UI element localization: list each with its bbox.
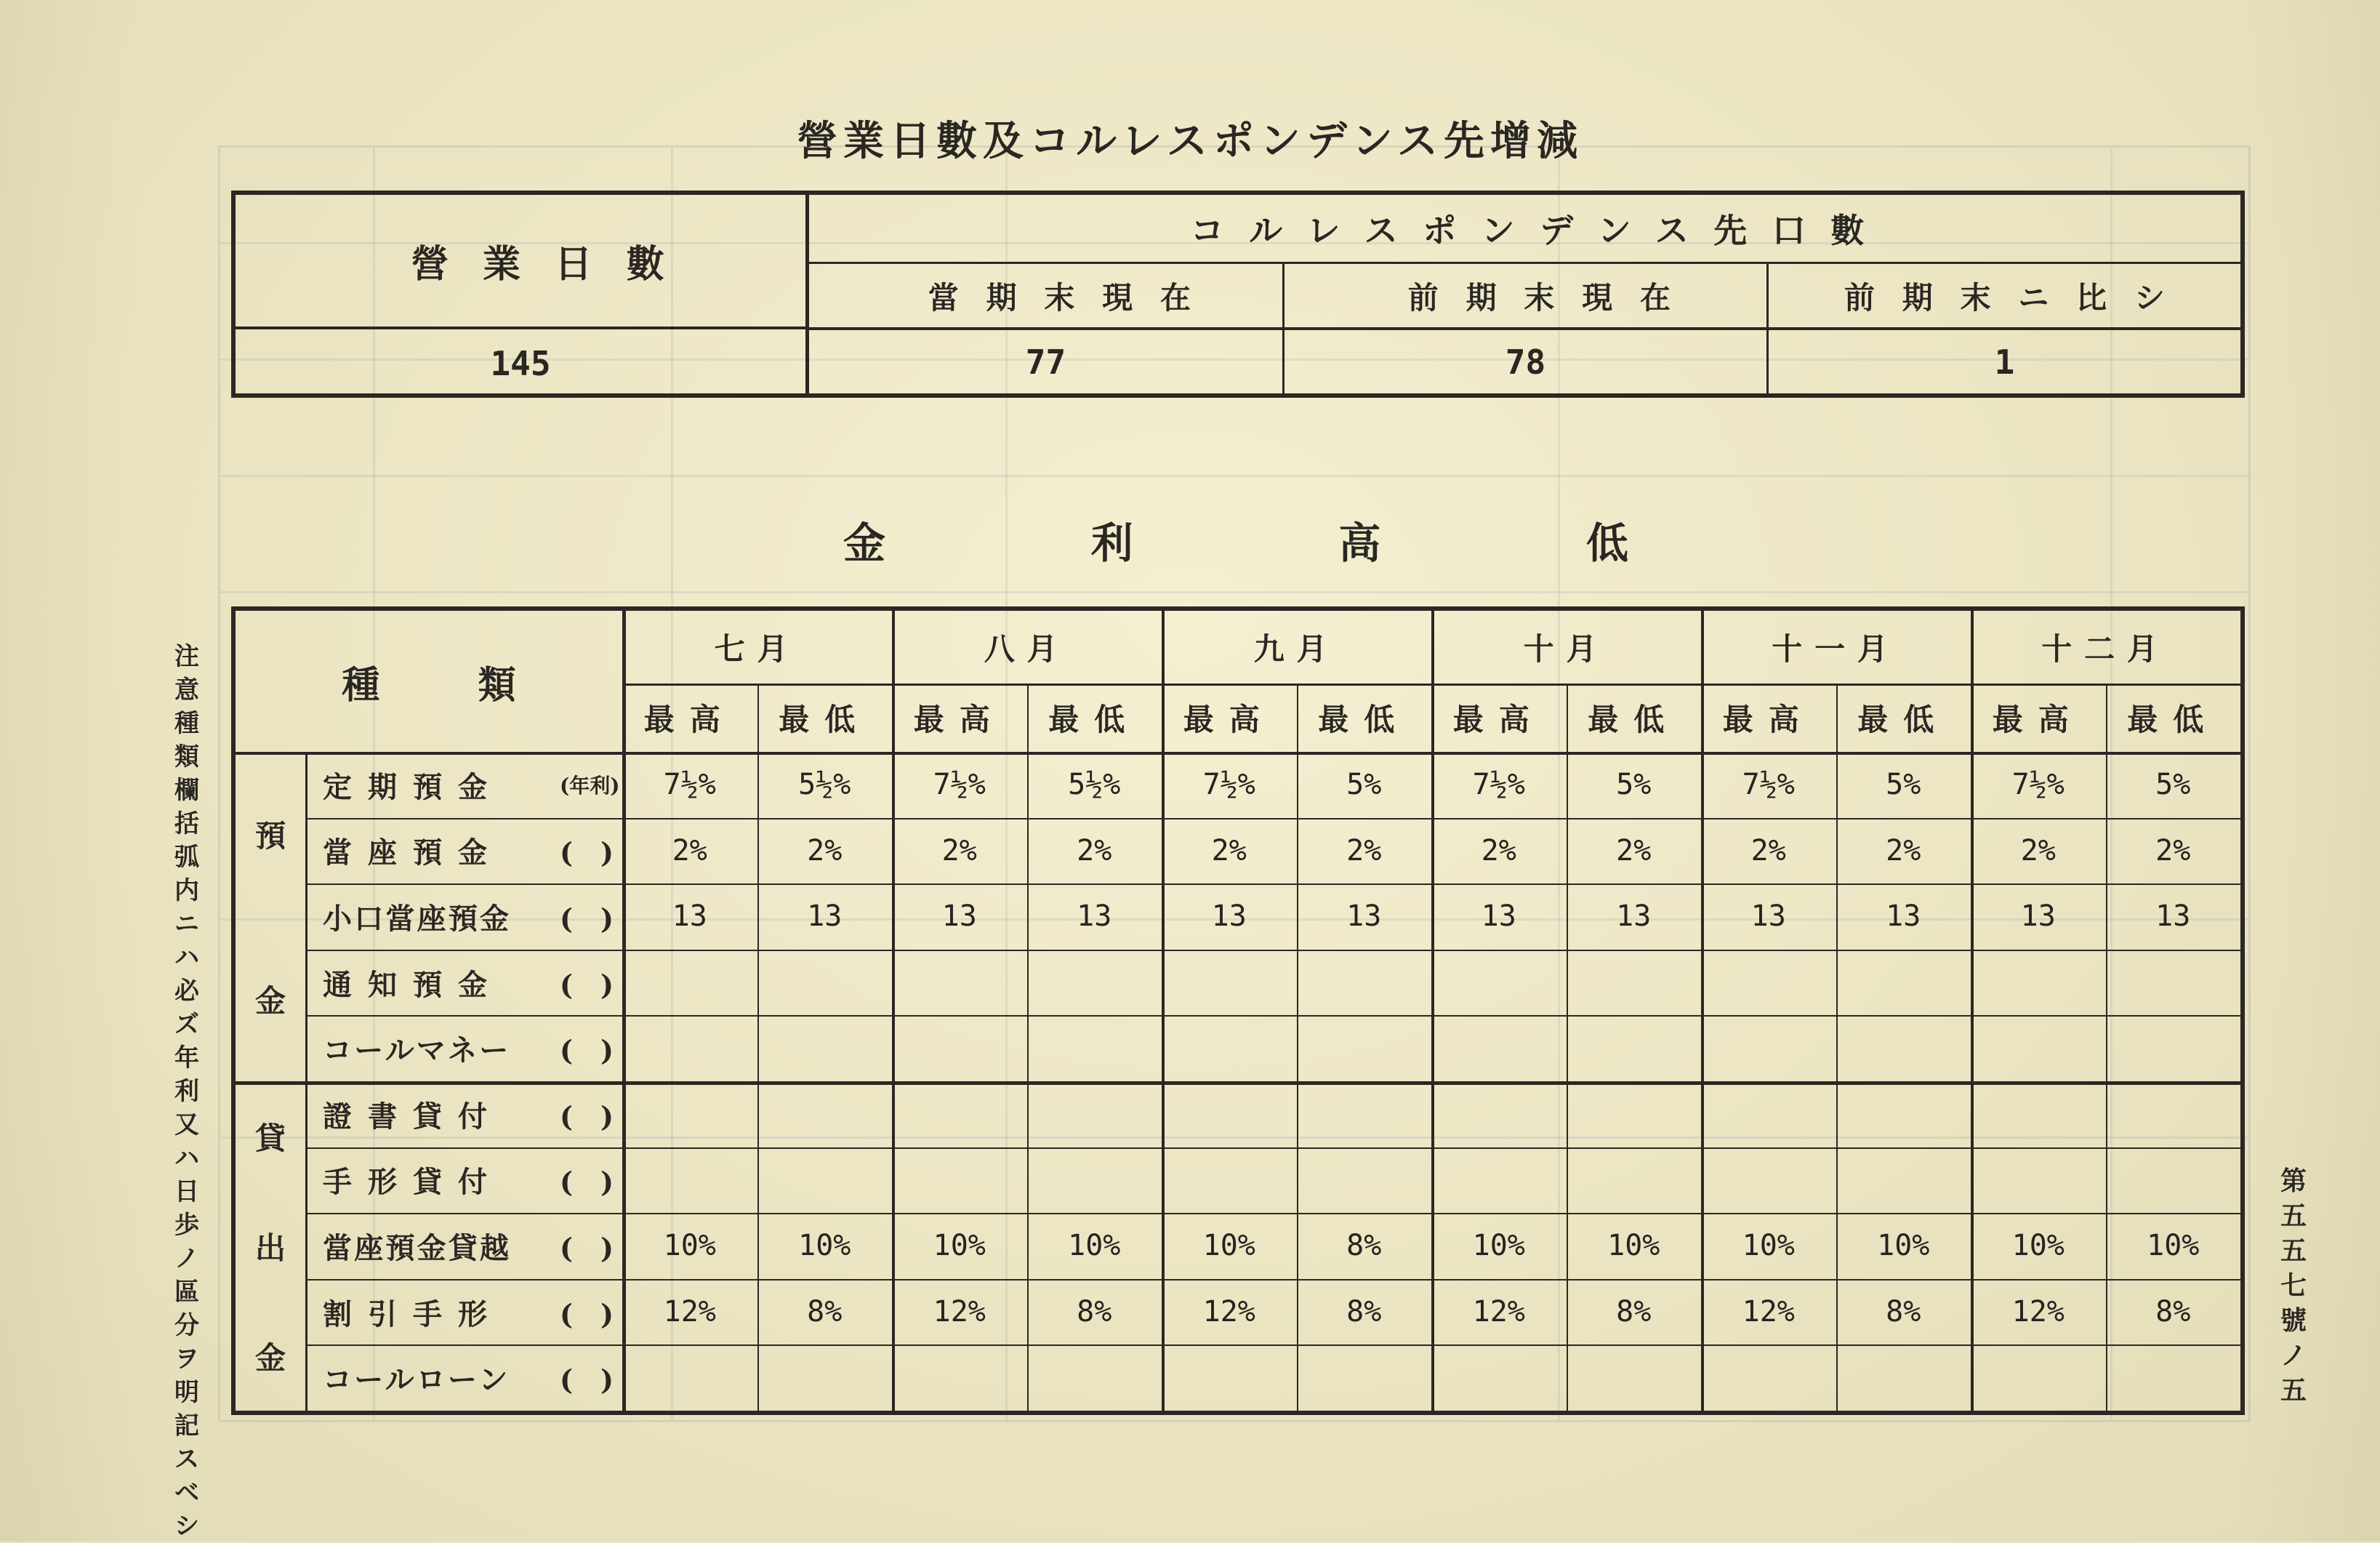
group-label-char: 預 (254, 818, 286, 854)
correspondents-header: コルレスポンデンス先口數 (1190, 211, 1889, 250)
rate-value: 2% (1481, 833, 1516, 867)
rates-title-char: 利 (1090, 518, 1133, 568)
rate-value (1836, 1147, 1971, 1214)
row-unit: ( ) (560, 1034, 614, 1067)
rate-value (757, 1081, 893, 1147)
rate-value (1297, 1147, 1432, 1214)
rate-value (1567, 1344, 1702, 1411)
rate-value: 12% (1202, 1295, 1255, 1329)
rate-value (1701, 1081, 1836, 1147)
rate-value (1297, 1015, 1432, 1081)
rate-value (1162, 1344, 1297, 1411)
rate-value (1162, 950, 1297, 1016)
rate-value (2106, 950, 2241, 1016)
compare-value: 1 (1994, 342, 2015, 382)
rate-value (1701, 1015, 1836, 1081)
rate-value: 12% (933, 1295, 986, 1329)
rate-value (757, 950, 893, 1016)
business-days-value: 145 (490, 344, 551, 383)
row-label: 定期預金 (323, 769, 503, 804)
month-header: 九月 (1253, 631, 1340, 667)
business-days-table (231, 191, 2245, 398)
high-header: 最高 (1722, 702, 1814, 737)
kind-header: 種類 (342, 662, 614, 708)
rate-value: 12% (1472, 1295, 1525, 1329)
page-title: 營業日數及コルレスポンデンス先增減 (796, 117, 1584, 165)
business-days-header: 營業日數 (411, 242, 699, 286)
rate-value: 13 (1346, 899, 1382, 934)
month-header: 八月 (984, 631, 1070, 667)
rate-value (1971, 1344, 2106, 1411)
high-header: 最高 (913, 702, 1005, 737)
row-label: 當座預金 (323, 835, 503, 870)
rate-value (1027, 1344, 1162, 1411)
low-header: 最低 (1048, 702, 1141, 737)
group-label-char: 金 (254, 1339, 286, 1376)
rate-value (1027, 950, 1162, 1016)
rate-value: 10% (1068, 1229, 1121, 1263)
rate-value (1162, 1147, 1297, 1214)
rate-value (1701, 1344, 1836, 1411)
rates-title-char: 金 (843, 518, 886, 568)
rate-value: 5% (2155, 768, 2191, 802)
rate-value: 7½% (933, 768, 986, 802)
rate-value (2106, 1015, 2241, 1081)
rate-value: 13 (1616, 899, 1652, 934)
rates-title (843, 509, 1628, 570)
rate-value (1701, 1147, 1836, 1214)
row-unit: ( ) (560, 1363, 614, 1397)
rate-value: 2% (2155, 833, 2191, 867)
row-label: コールマネー (323, 1033, 511, 1068)
rate-value: 8% (807, 1295, 843, 1329)
high-header: 最高 (1452, 702, 1545, 737)
form-number: 第五五七號ノ五 (2280, 1166, 2307, 1406)
rate-value: 2% (1886, 833, 1921, 867)
rate-value: 13 (1211, 899, 1247, 934)
rate-value: 5½% (798, 768, 851, 802)
rate-value: 2% (1211, 833, 1247, 867)
low-header: 最低 (1318, 702, 1410, 737)
rate-value: 10% (2011, 1229, 2065, 1263)
rate-value (1836, 1081, 1971, 1147)
rate-value: 13 (672, 899, 707, 934)
rate-value (622, 1147, 757, 1214)
rate-value (1162, 1015, 1297, 1081)
rate-value (1297, 1081, 1432, 1147)
rate-value: 7½% (2011, 768, 2065, 802)
current-term-header: 當期末現在 (928, 279, 1218, 316)
compare-header: 前期末ニ比シ (1844, 279, 2192, 316)
rate-value (622, 950, 757, 1016)
rate-value: 5% (1616, 768, 1652, 802)
rate-value: 8% (1886, 1295, 1921, 1329)
rate-value (892, 1344, 1027, 1411)
row-unit: ( ) (560, 968, 614, 1001)
rate-value (2106, 1081, 2241, 1147)
rate-value: 8% (2155, 1295, 2191, 1329)
rate-value: 2% (1346, 833, 1382, 867)
rate-value (892, 1147, 1027, 1214)
rate-value: 8% (1346, 1295, 1382, 1329)
rate-value: 8% (1346, 1229, 1382, 1263)
rate-value: 5½% (1068, 768, 1121, 802)
row-unit: ( ) (560, 902, 614, 935)
rate-value (1971, 1147, 2106, 1214)
rate-value: 7½% (663, 768, 716, 802)
side-note: 注意 種類欄括弧内ニハ必ズ年利又ハ日歩ノ區分ヲ明記スベシ (174, 642, 224, 1541)
row-unit: ( ) (560, 1099, 614, 1133)
rate-value: 2% (2020, 833, 2056, 867)
rate-value: 5% (1346, 768, 1382, 802)
row-unit: ( ) (560, 836, 614, 870)
rate-value (892, 1015, 1027, 1081)
row-label: 通知預金 (323, 967, 503, 1002)
group-label-char: 貸 (254, 1120, 286, 1156)
rate-value (622, 1081, 757, 1147)
current-term-value: 77 (1025, 342, 1066, 382)
rate-value: 12% (663, 1295, 716, 1329)
rate-value (1027, 1081, 1162, 1147)
rate-value: 13 (941, 899, 977, 934)
rate-value (757, 1344, 893, 1411)
rate-value: 10% (1607, 1229, 1660, 1263)
rate-value (1162, 1081, 1297, 1147)
rate-value: 5% (1886, 768, 1921, 802)
rate-value (1027, 1147, 1162, 1214)
rate-value (1971, 950, 2106, 1016)
rate-value (1701, 950, 1836, 1016)
rate-value (1431, 1344, 1567, 1411)
rate-value: 13 (1481, 899, 1516, 934)
high-header: 最高 (1183, 702, 1275, 737)
rate-value (1567, 1015, 1702, 1081)
low-header: 最低 (779, 702, 871, 737)
rate-value (1836, 1344, 1971, 1411)
row-unit: ( ) (560, 1297, 614, 1331)
rate-value: 10% (1742, 1229, 1795, 1263)
rate-value (1836, 950, 1971, 1016)
rate-value: 12% (1742, 1295, 1795, 1329)
row-unit: ( ) (560, 1166, 614, 1199)
low-header: 最低 (1857, 702, 1950, 737)
rate-value: 2% (1750, 833, 1786, 867)
rate-value (622, 1344, 757, 1411)
group-label-char: 金 (254, 982, 286, 1019)
rate-value (1567, 1147, 1702, 1214)
rate-value: 13 (1750, 899, 1786, 934)
previous-term-header: 前期末現在 (1407, 279, 1698, 316)
rate-value: 2% (941, 833, 977, 867)
rate-value: 10% (2147, 1229, 2200, 1263)
rate-value: 2% (807, 833, 843, 867)
rate-value: 2% (1616, 833, 1652, 867)
rate-value: 10% (933, 1229, 986, 1263)
rate-value (1567, 950, 1702, 1016)
month-header: 七月 (714, 631, 800, 667)
rate-value (757, 1147, 893, 1214)
row-unit: (年利) (560, 774, 620, 798)
row-label: コールローン (323, 1363, 510, 1398)
rate-value: 10% (1877, 1229, 1930, 1263)
high-header: 最高 (1992, 702, 2084, 737)
rates-title-char: 低 (1585, 518, 1628, 568)
month-header-rule (622, 684, 2240, 686)
interest-rate-table (231, 606, 2245, 1415)
rate-value: 10% (798, 1229, 851, 1263)
row-unit: ( ) (560, 1231, 614, 1265)
rate-value (757, 1015, 893, 1081)
rate-value (1836, 1015, 1971, 1081)
rate-value (1971, 1081, 2106, 1147)
month-header: 十月 (1523, 631, 1609, 667)
rate-value: 10% (663, 1229, 716, 1263)
rate-value (1027, 1015, 1162, 1081)
row-label: 手形貸付 (323, 1165, 503, 1200)
rate-value: 13 (1077, 899, 1112, 934)
row-label: 當座預金貸越 (323, 1230, 512, 1265)
rate-value: 7½% (1202, 768, 1255, 802)
high-header: 最高 (643, 702, 736, 737)
rate-value: 10% (1202, 1229, 1255, 1263)
rate-value: 7½% (1472, 768, 1525, 802)
rate-value (1567, 1081, 1702, 1147)
rate-value: 2% (672, 833, 707, 867)
rate-value (1971, 1015, 2106, 1081)
month-header: 十二月 (2041, 631, 2170, 667)
rate-value: 8% (1077, 1295, 1112, 1329)
rate-value (2106, 1344, 2241, 1411)
rate-value (1431, 1015, 1567, 1081)
rate-value (622, 1015, 757, 1081)
rate-value: 13 (2155, 899, 2191, 934)
rate-value: 12% (2011, 1295, 2065, 1329)
rate-value (1297, 1344, 1432, 1411)
row-label: 小口當座預金 (323, 901, 512, 936)
rate-value (1431, 950, 1567, 1016)
rate-value (2106, 1147, 2241, 1214)
rate-value: 10% (1472, 1229, 1525, 1263)
low-header: 最低 (2127, 702, 2219, 737)
rate-value: 7½% (1742, 768, 1795, 802)
low-header: 最低 (1588, 702, 1680, 737)
rate-value: 8% (1616, 1295, 1652, 1329)
rate-value (892, 950, 1027, 1016)
rate-value (1431, 1147, 1567, 1214)
rate-value: 13 (1886, 899, 1921, 934)
rate-value: 13 (807, 899, 843, 934)
previous-term-value: 78 (1505, 342, 1546, 382)
row-label: 證書貸付 (323, 1099, 503, 1134)
rate-value (1297, 950, 1432, 1016)
rate-value (892, 1081, 1027, 1147)
rate-value: 2% (1077, 833, 1112, 867)
month-header: 十一月 (1772, 631, 1900, 667)
row-label: 割引手形 (323, 1296, 503, 1331)
group-label-char: 出 (254, 1230, 286, 1266)
rate-value (1431, 1081, 1567, 1147)
rates-title-char: 高 (1338, 518, 1381, 568)
rate-value: 13 (2020, 899, 2056, 934)
